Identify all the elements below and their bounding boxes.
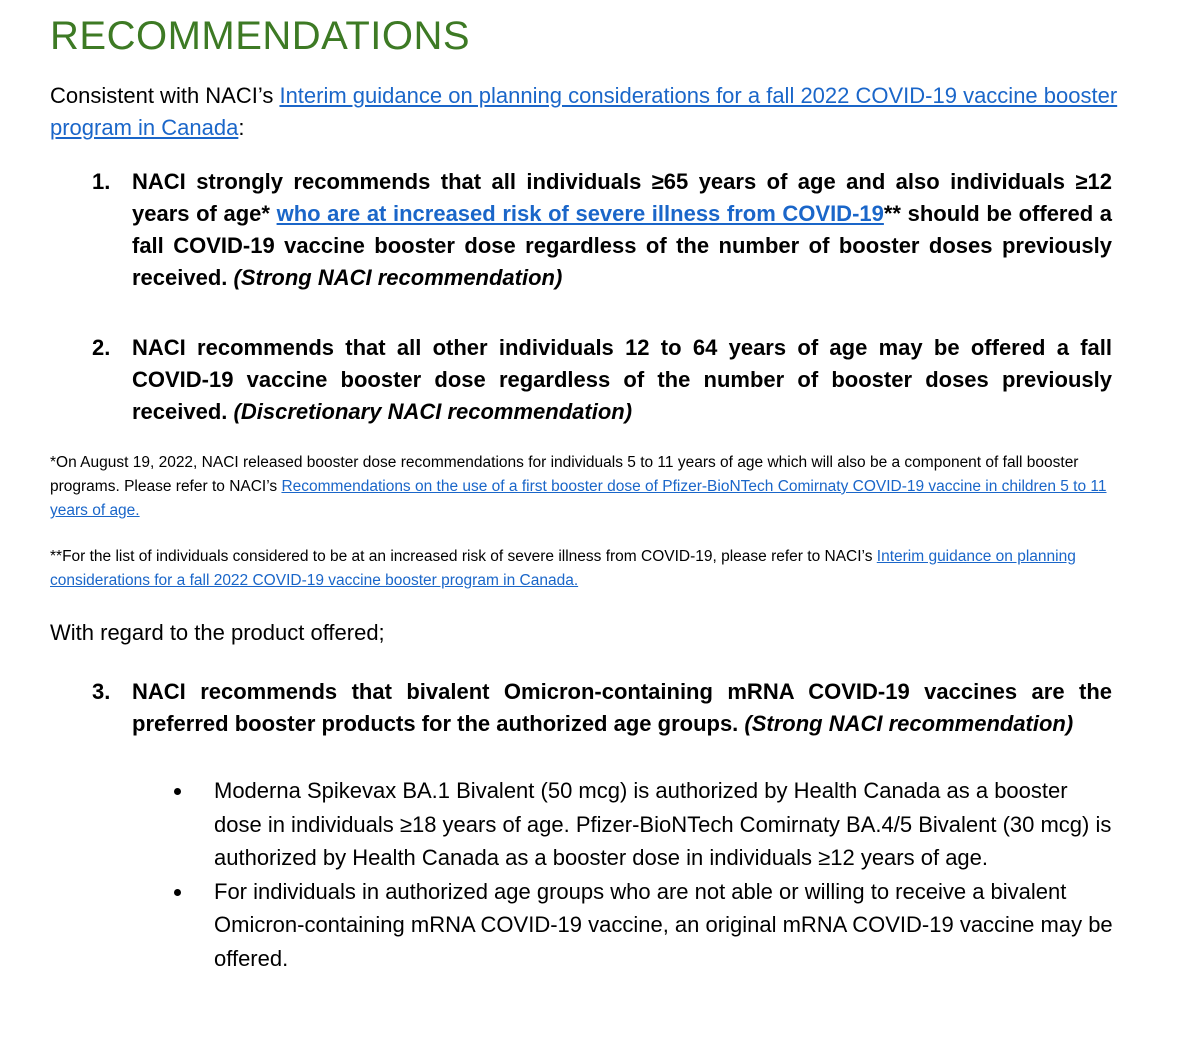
intro-paragraph [50,80,1130,144]
recommendation-number: 1. [92,169,111,194]
product-bullet-list [170,774,1120,975]
increased-risk-link[interactable]: who are at increased risk of severe illness from COVID-19 [276,201,884,226]
recommendation-text [132,332,1112,428]
recommendation-text [132,166,1112,294]
interim-guidance-link[interactable]: Interim guidance on planning considerations for a fall 2022 COVID-19 vaccine booster program in Canada [50,83,1118,140]
footnote-text: **For the list of individuals considered to be at an increased risk of severe illness from COVID-19, please refer to NACI’s [50,548,877,565]
intro-suffix: : [238,115,245,140]
recommendation-number: 2. [92,335,111,360]
recommendation-strength: (Strong NACI recommendation) [233,265,563,290]
rec3-text: NACI recommends that bivalent Omicron-containing mRNA COVID-19 vaccines are the preferred booster products for the authorized age groups. [132,679,1112,736]
page-title: RECOMMENDATIONS [50,14,471,58]
bullet-icon [174,889,181,896]
list-item [170,774,1120,875]
bullet-text: Moderna Spikevax BA.1 Bivalent (50 mcg) is authorized by Health Canada as a booster dose in individuals ≥18 years of age. Pfizer-BioNTech Comirnaty BA.4/5 Bivalent (30 mcg) is authorized by Health Canada as a booster dose in individuals ≥12 years of age. [214,778,1112,870]
footnote-increased-risk [50,545,1112,593]
footnote-age-5-11 [50,451,1112,523]
list-item [170,875,1120,976]
recommendation-number: 3. [92,679,111,704]
rec1-text-a: NACI strongly recommends that all individuals ≥65 years of age and also individuals ≥12 years of age* [132,169,1112,226]
recommendation-1 [92,166,1112,294]
recommendation-strength: (Discretionary NACI recommendation) [233,399,633,424]
rec2-text: NACI recommends that all other individuals 12 to 64 years of age may be offered a fall COVID-19 vaccine booster dose regardless of the number of booster doses previously received. [132,335,1112,424]
recommendation-3 [92,676,1112,740]
bullet-icon [174,788,181,795]
recommendation-strength: (Strong NACI recommendation) [744,711,1074,736]
interim-guidance-link-2[interactable]: Interim guidance on planning considerations for a fall 2022 COVID-19 vaccine booster program in Canada. [50,548,1076,589]
recommendation-2 [92,332,1112,428]
product-offered-heading: With regard to the product offered; [50,620,385,645]
intro-prefix: Consistent with NACI’s [50,83,280,108]
bullet-text: For individuals in authorized age groups who are not able or willing to receive a bivalent Omicron-containing mRNA COVID-19 vaccine, an original mRNA COVID-19 vaccine may be offered. [214,878,1113,971]
pediatric-booster-link[interactable]: Recommendations on the use of a first booster dose of Pfizer-BioNTech Comirnaty COVID-19 vaccine in children 5 to 11 years of age. [50,478,1107,519]
recommendation-text [132,676,1112,740]
rec1-text-b: ** should be offered a fall COVID-19 vaccine booster dose regardless of the number of booster doses previously received. [132,201,1113,290]
footnote-text: *On August 19, 2022, NACI released booster dose recommendations for individuals 5 to 11 years of age which will also be a component of fall booster programs. Please refer to NACI’s [50,454,1079,495]
